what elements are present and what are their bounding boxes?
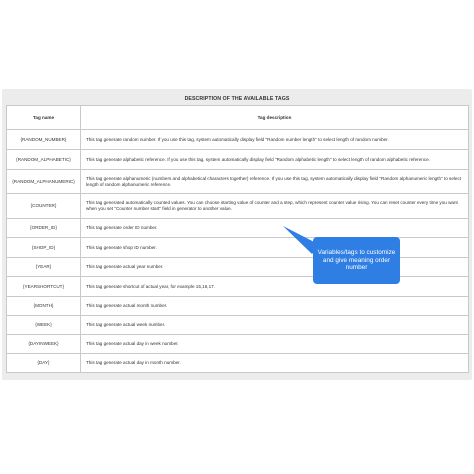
header-tag-name: Tag name — [7, 106, 81, 130]
tag-name-cell: {YEAR} — [7, 258, 81, 277]
header-tag-description: Tag description — [81, 106, 469, 130]
callout-text: Variables/tags to customize and give meaning order number — [317, 249, 396, 272]
tag-description-cell: This tag generate shortcut of actual year, for example 15,16,17. — [81, 277, 469, 297]
tag-name-cell: {MONTH} — [7, 297, 81, 316]
tag-description-cell: This tag generate alphabetic reference. If you use this tag, system automatically display field "Random alphabetic length" to select length of random alphabetic reference. — [81, 150, 469, 170]
tag-name-cell: {DAYINWEEK} — [7, 335, 81, 354]
tag-description-cell: This tag generate random number. If you use this tag, system automatically display field "Random number length" to select length of random number. — [81, 130, 469, 150]
tag-name-cell: {RANDOM_ALPHANUMERIC} — [7, 170, 81, 194]
tag-name-cell: {WEEK} — [7, 316, 81, 335]
tag-name-cell: {YEARSHORTCUT} — [7, 277, 81, 297]
tag-description-cell: This tag generate alphanumeric (numbers and alphabetical characters together) reference. If you use this tag, system automatically display field "Random alphanumeric length" to select length of random alphanumeric reference. — [81, 170, 469, 194]
tag-description-cell: This tag generate actual day in week number. — [81, 335, 469, 354]
tag-description-cell: This tag generate actual day in month number. — [81, 354, 469, 373]
table-caption: DESCRIPTION OF THE AVAILABLE TAGS — [184, 96, 290, 102]
tag-description-cell: This tag generate shop ID number. — [81, 238, 469, 258]
tag-name-cell: {RANDOM_NUMBER} — [7, 130, 81, 150]
tag-name-cell: {ORDER_ID} — [7, 219, 81, 238]
tag-name-cell: {SHOP_ID} — [7, 238, 81, 258]
tag-description-cell: This tag generate order ID number. — [81, 219, 469, 238]
tag-description-cell: This tag generate actual month number. — [81, 297, 469, 316]
tag-name-cell: {COUNTER} — [7, 194, 81, 219]
tag-description-cell: This tag generate actual year number. — [81, 258, 469, 277]
tag-description-cell: This tag generated automatically counted values. You can choose starting value of counter and a step, which represent counter value rising. You can reset counter every time you want when you set "Counter number start" field in generator to another value. — [81, 194, 469, 219]
callout-bubble — [313, 237, 400, 284]
tag-name-cell: {RANDOM_ALPHABETIC} — [7, 150, 81, 170]
tag-description-cell: This tag generate actual week number. — [81, 316, 469, 335]
tag-name-cell: {DAY} — [7, 354, 81, 373]
